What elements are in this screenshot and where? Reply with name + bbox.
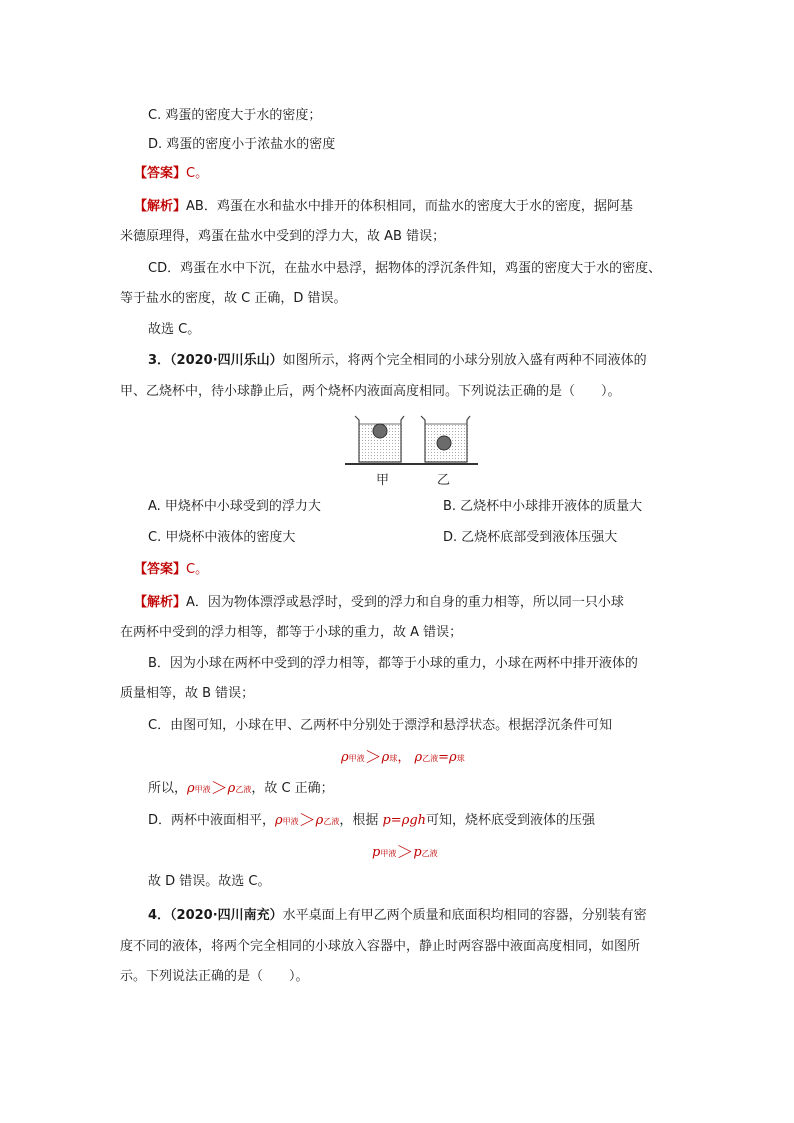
q3-answer <box>134 560 208 580</box>
subscript: 甲液 <box>348 754 365 763</box>
q3-number: 3． <box>148 353 171 368</box>
ball-suspended <box>437 436 451 450</box>
q3-analysis-d-line-1 <box>148 811 595 832</box>
pressure-formula: p= <box>382 813 402 828</box>
q3-stem-line-2: 甲、乙烧杯中，待小球静止后，两个烧杯内液面高度相同。下列说法正确的是（ ）。 <box>120 384 621 399</box>
equals: = <box>438 750 450 765</box>
rho-symbol: ρ <box>275 813 283 828</box>
q2-analysis-line-2: 米德原理得，鸡蛋在盐水中受到的浮力大，故 AB 错误； <box>120 229 446 244</box>
text: D．两杯中液面相平， <box>148 813 276 828</box>
figure-label-right: 乙 <box>437 473 451 488</box>
q4-stem-line-1 <box>148 906 647 926</box>
text: ，故 C 正确； <box>251 781 334 796</box>
q2-conclusion: 故选 C。 <box>148 322 201 337</box>
rho-symbol: ρ <box>315 813 324 828</box>
analysis-tag: 【解析】 <box>134 595 187 610</box>
q2-analysis-line-4: 等于盐水的密度，故 C 正确，D 错误。 <box>120 291 347 306</box>
q3-analysis-c-line-2 <box>148 779 334 800</box>
q4-number: 4． <box>148 908 171 923</box>
subscript: 乙液 <box>422 754 439 763</box>
q3-stem-text: 如图所示，将两个完全相同的小球分别放入盛有两种不同液体的 <box>282 353 647 368</box>
analysis-text: AB．鸡蛋在水和盐水中排开的体积相同，而盐水的密度大于水的密度，据阿基 <box>186 199 633 214</box>
rho-symbol: ρ <box>341 750 349 765</box>
answer-value: C。 <box>186 166 209 181</box>
text: 所以， <box>148 781 188 796</box>
q3-analysis-c-line-1: C．由图可知，小球在甲、乙两杯中分别处于漂浮和悬浮状态。根据浮沉条件可知 <box>148 718 613 733</box>
q3-stem-line-1 <box>148 351 647 371</box>
q3-conclusion: 故 D 错误。故选 C。 <box>148 874 271 889</box>
q4-source: （2020·四川南充） <box>170 908 283 923</box>
q2-answer <box>134 164 208 184</box>
formula-density-compare <box>341 748 465 769</box>
subscript: 乙液 <box>323 817 340 826</box>
analysis-text: A．因为物体漂浮或悬浮时，受到的浮力和自身的重力相等，所以同一只小球 <box>186 595 624 610</box>
q2-analysis-line-3: CD．鸡蛋在水中下沉，在盐水中悬浮，据物体的浮沉条件知，鸡蛋的密度大于水的密度、 <box>148 261 662 276</box>
q3-option-a: A. 甲烧杯中小球受到的浮力大 <box>148 499 321 514</box>
q4-stem-text: 水平桌面上有甲乙两个质量和底面积均相同的容器，分别装有密 <box>282 908 647 923</box>
q4-stem-line-2: 度不同的液体，将两个完全相同的小球放入容器中，静止时两容器中液面高度相同，如图所 <box>120 939 641 954</box>
q3-analysis-a-line-2: 在两杯中受到的浮力相等，都等于小球的重力，故 A 错误； <box>120 625 463 640</box>
pressure-symbol: p <box>413 845 422 860</box>
rho-symbol: ρ <box>381 750 390 765</box>
q3-analysis-a-line-1 <box>134 593 624 613</box>
analysis-tag: 【解析】 <box>134 199 187 214</box>
ball-floating <box>373 424 387 438</box>
subscript: 乙液 <box>235 785 252 794</box>
beakers-figure <box>340 412 480 494</box>
figure-label-left: 甲 <box>376 473 390 488</box>
rho-symbol: ρ <box>449 750 457 765</box>
text: 可知，烧杯底受到液体的压强 <box>426 813 596 828</box>
answer-tag: 【答案】 <box>134 562 187 577</box>
subscript: 球 <box>456 754 465 763</box>
q2-analysis-line-1 <box>134 197 633 217</box>
q3-option-c: C. 甲烧杯中液体的密度大 <box>148 530 296 545</box>
subscript: 甲液 <box>380 849 397 858</box>
greater-than: ＞ <box>364 748 382 768</box>
q3-option-b: B. 乙烧杯中小球排开液体的质量大 <box>443 499 643 514</box>
rho-symbol: ρ <box>401 813 410 828</box>
beaker-right <box>421 416 470 462</box>
greater-than: ＞ <box>210 779 228 799</box>
q3-analysis-b-line-1: B．因为小球在两杯中受到的浮力相等，都等于小球的重力，小球在两杯中排开液体的 <box>148 656 638 671</box>
q3-option-d: D. 乙烧杯底部受到液体压强大 <box>443 530 618 545</box>
q3-source: （2020·四川乐山） <box>170 353 283 368</box>
formula-pressure-compare <box>372 843 438 864</box>
greater-than: ＞ <box>396 843 414 863</box>
subscript: 乙液 <box>421 849 438 858</box>
q2-option-d: D. 鸡蛋的密度小于浓盐水的密度 <box>148 137 336 152</box>
text: ，根据 <box>339 813 383 828</box>
subscript: 甲液 <box>194 785 211 794</box>
beaker-left <box>355 416 404 462</box>
pressure-symbol: p <box>372 845 381 860</box>
gh: gh <box>409 813 427 828</box>
comma: ， <box>397 750 411 765</box>
rho-symbol: ρ <box>187 781 195 796</box>
subscript: 球 <box>389 754 398 763</box>
answer-tag: 【答案】 <box>134 166 187 181</box>
greater-than: ＞ <box>298 811 316 831</box>
q3-analysis-b-line-2: 质量相等，故 B 错误； <box>120 686 255 701</box>
subscript: 甲液 <box>282 817 299 826</box>
q4-stem-line-3: 示。下列说法正确的是（ ）。 <box>120 969 309 984</box>
rho-symbol: ρ <box>414 750 423 765</box>
rho-symbol: ρ <box>227 781 236 796</box>
answer-value: C。 <box>186 562 209 577</box>
q2-option-c: C. 鸡蛋的密度大于水的密度； <box>148 108 322 123</box>
